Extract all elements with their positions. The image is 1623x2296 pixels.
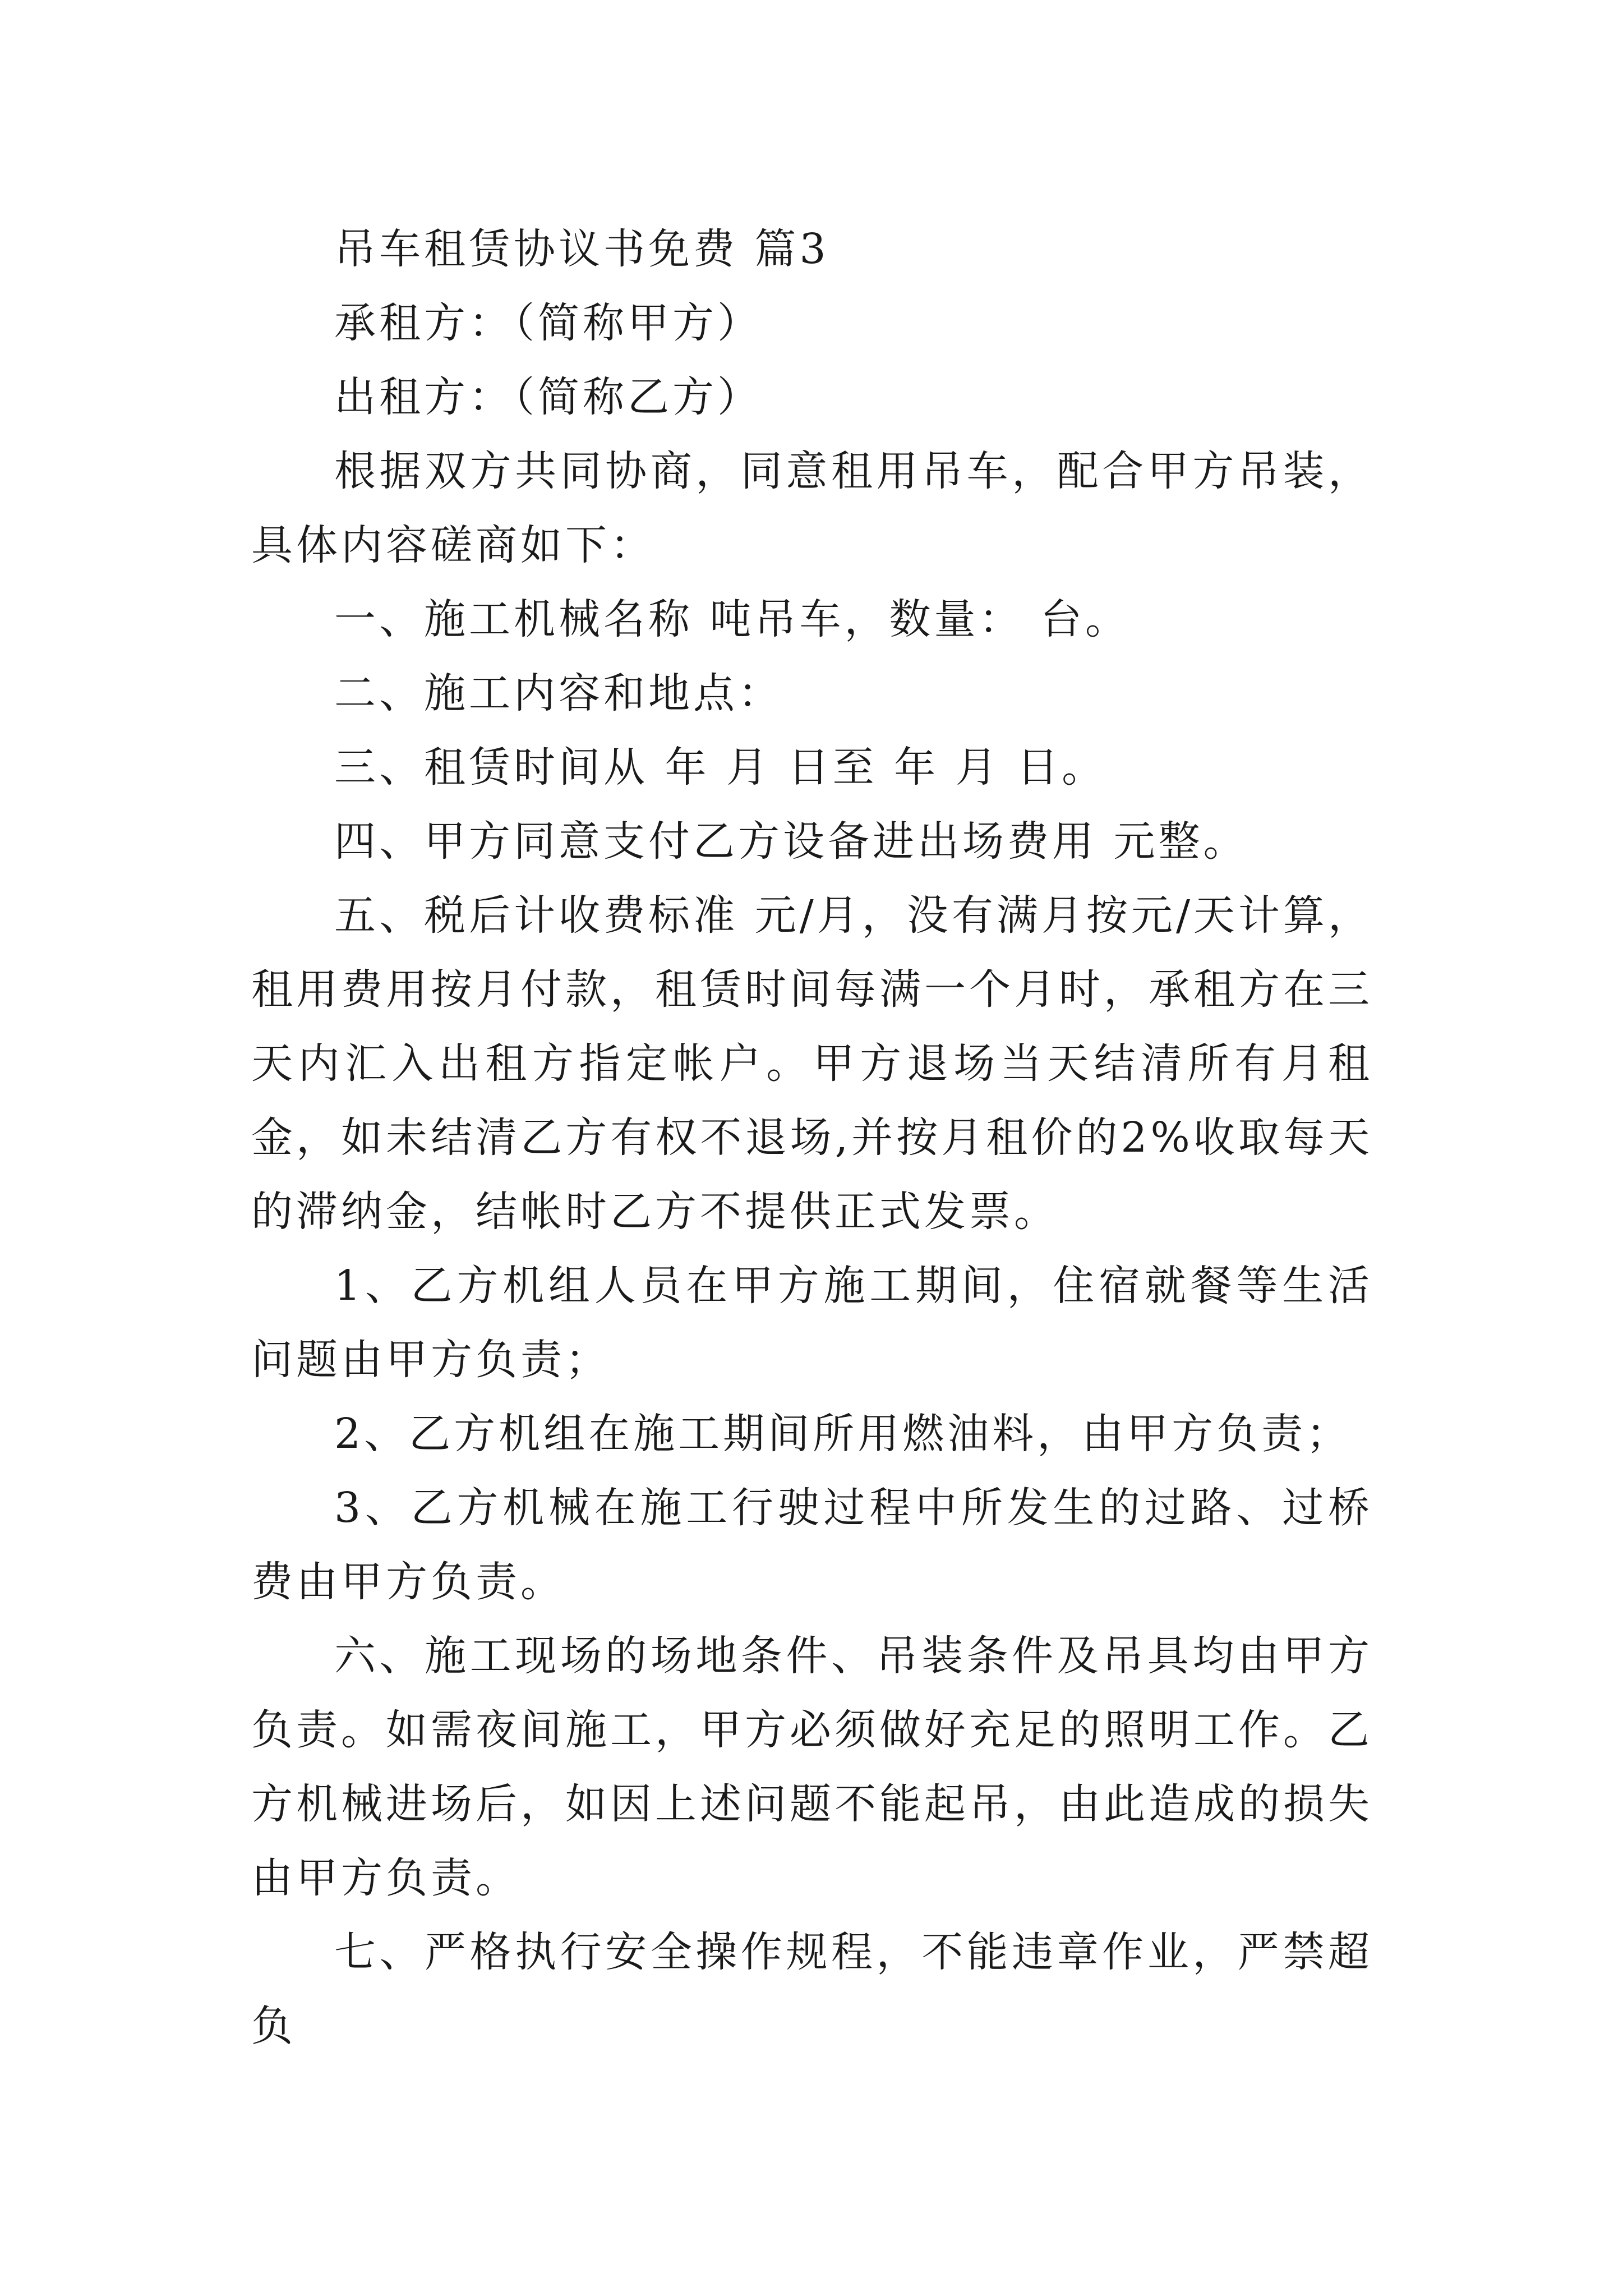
sub-item-3: 3、乙方机械在施工行驶过程中所发生的过路、过桥费由甲方负责。 [251, 1484, 1373, 1606]
clause-6: 六、施工现场的场地条件、吊装条件及吊具均由甲方负责。如需夜间施工，甲方必须做好充足的照明工作。乙方机械进场后，如因上述问题不能起吊，由此造成的损失由甲方负责。 [251, 1632, 1373, 1902]
sub-item-2: 2、乙方机组在施工期间所用燃油料，由甲方负责； [334, 1410, 1352, 1458]
intro-paragraph: 根据双方共同协商，同意租用吊车，配合甲方吊装，具体内容磋商如下： [251, 447, 1373, 569]
lessor-line: 出租方：（简称乙方） [334, 373, 762, 421]
sub-item-1: 1、乙方机组人员在甲方施工期间，住宿就餐等生活问题由甲方负责； [251, 1262, 1373, 1384]
clause-2: 二、施工内容和地点： [334, 669, 783, 717]
clause-7: 七、严格执行安全操作规程，不能违章作业，严禁超负 [251, 1928, 1373, 2050]
clause-1: 一、施工机械名称 吨吊车，数量： 台。 [334, 595, 1131, 643]
document-title: 吊车租赁协议书免费 篇3 [334, 225, 829, 273]
clause-5: 五、税后计收费标准 元/月，没有满月按元/天计算，租用费用按月付款，租赁时间每满一个月时，承租方在三天内汇入出租方指定帐户。甲方退场当天结清所有月租金，如未结清乙方有权不退场,并按月租价的2%收取每天的滞纳金，结帐时乙方不提供正式发票。 [251, 891, 1373, 1236]
clause-3: 三、租赁时间从 年 月 日至 年 月 日。 [334, 743, 1107, 792]
lessee-line: 承租方：（简称甲方） [334, 299, 762, 347]
clause-4: 四、甲方同意支付乙方设备进出场费用 元整。 [334, 817, 1248, 866]
document-body [251, 212, 1373, 2063]
